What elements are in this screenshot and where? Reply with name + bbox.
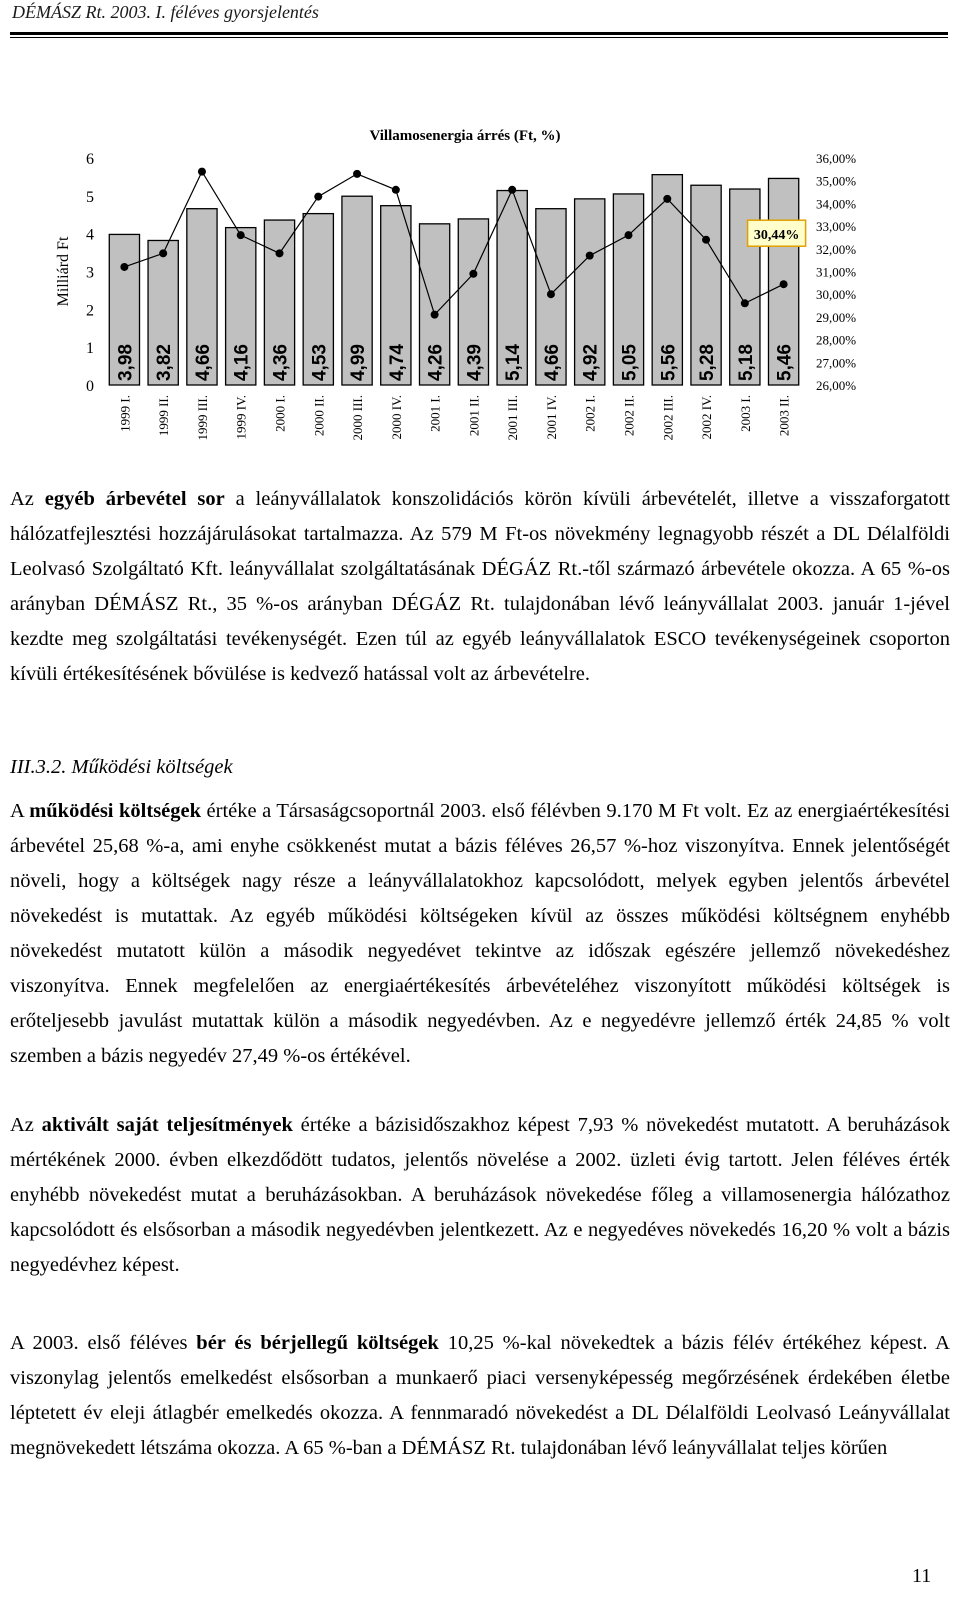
bold-term: működési költségek bbox=[29, 800, 202, 822]
line-point bbox=[120, 263, 128, 271]
y-axis-label: Milliárd Ft bbox=[55, 236, 72, 307]
header-divider bbox=[10, 32, 948, 38]
y2-tick-label: 26,00% bbox=[816, 378, 857, 393]
y-tick-label: 4 bbox=[86, 226, 94, 244]
text-run: 10,25 %-kal növekedtek a bázis félév értékéhez képest. A viszonylag jelentős emelkedést elsősorban a munkaerő piaci versenyképesség megőrzésének érdekében életbe léptetett év eleji átlagbér emelkedés okozza. A fennmaradó növekedést a DL Délalföldi Leolvasó Leányvállalat megnövekedett létszáma okozza. A 65 %-ban a DÉMÁSZ Rt. tulajdonában lévő leányvállalat teljes körűen bbox=[10, 1332, 950, 1459]
chart-title: Villamosenergia árrés (Ft, %) bbox=[369, 128, 561, 144]
bar-value-label: 5,14 bbox=[503, 344, 525, 381]
text-run: értéke a bázisidőszakhoz képest 7,93 % növekedést mutatott. A beruházások mértékének 2000. évben elkezdődött tudatos, jelentős növelése a 2002. üzleti évig tartott. Jelen féléves érték enyhébb növekedést mutat a beruházásokban. A beruházások növekedése főleg a villamosenergia hálózathoz kapcsolódott és elsősorban a második negyedévben jelentkezett. Az e negyedéves növekedés 16,20 % volt a bázis negyedévhez képest. bbox=[10, 1114, 951, 1276]
x-tick-label: 2002 IV. bbox=[699, 395, 715, 440]
x-tick-label: 2000 II. bbox=[311, 395, 327, 437]
y-tick-label: 5 bbox=[86, 188, 94, 206]
bar-value-label: 4,99 bbox=[348, 344, 370, 381]
paragraph-wage-costs bbox=[10, 1326, 950, 1466]
bar-value-label: 4,53 bbox=[309, 344, 331, 381]
x-tick-label: 1999 III. bbox=[194, 395, 210, 441]
page-number: 11 bbox=[912, 1565, 932, 1587]
x-tick-label: 2001 III. bbox=[505, 395, 521, 441]
y2-tick-label: 34,00% bbox=[816, 196, 857, 212]
margin-chart bbox=[0, 120, 960, 470]
x-tick-label: 2001 I. bbox=[427, 395, 443, 432]
text-run: értéke a Társaságcsoportnál 2003. első félévben 9.170 M Ft volt. Ez az energiaértékesítési árbevétel 25,68 %-a, ami enyhe csökkenést mutat a bázis féléves 26,57 %-hoz viszonyítva. Ennek jelentőségét növeli, hogy a költségek nagy része a leányvállalatokhoz kapcsolódott, melyek egyben jelentős árbevétel növekedést is mutattak. Az egyéb működési költségeken kívül az összes működési költségnem enyhébb növekedést mutatott külön a második negyedévet tekintve az időszak egészére jellemző növekedéshez viszonyítva. Ennek megfelelően az energiaértékesítés árbevételéhez viszonyított működési költségek is erőteljesebb javulást mutattak külön a második negyedévben. Az e negyedévre jellemző érték 24,85 % volt szemben a bázis negyedév 27,49 %-os értékével. bbox=[10, 800, 950, 1067]
bar-value-label: 5,28 bbox=[697, 344, 719, 381]
bar-value-label: 5,46 bbox=[774, 344, 796, 381]
margin-line bbox=[124, 172, 783, 315]
bold-term: bér és bérjellegű költségek bbox=[196, 1332, 439, 1354]
y2-tick-label: 32,00% bbox=[816, 241, 857, 257]
y2-tick-label: 28,00% bbox=[816, 332, 857, 348]
y2-tick-label: 30,00% bbox=[816, 287, 857, 303]
line-point bbox=[469, 270, 477, 278]
bar-value-label: 5,56 bbox=[658, 344, 680, 381]
y2-tick-label: 36,00% bbox=[816, 151, 857, 166]
paragraph-other-revenue bbox=[10, 482, 950, 692]
bar-value-label: 3,82 bbox=[154, 344, 176, 381]
bar-value-label: 5,05 bbox=[619, 344, 641, 381]
x-tick-label: 2003 II. bbox=[776, 395, 792, 437]
x-tick-label: 1999 II. bbox=[156, 395, 172, 437]
line-point bbox=[508, 186, 516, 194]
y-tick-label: 2 bbox=[86, 302, 94, 320]
bar-value-label: 4,66 bbox=[192, 344, 214, 381]
line-point bbox=[431, 311, 439, 319]
bold-term: egyéb árbevétel sor bbox=[44, 488, 225, 510]
line-point bbox=[276, 249, 284, 257]
report-header-title: DÉMÁSZ Rt. 2003. I. féléves gyorsjelentés bbox=[12, 2, 319, 22]
line-point bbox=[741, 299, 749, 307]
line-point bbox=[586, 252, 594, 260]
line-point bbox=[702, 236, 710, 244]
text-run: Az bbox=[10, 1114, 42, 1136]
text-run: A bbox=[10, 800, 30, 822]
y2-tick-label: 31,00% bbox=[816, 264, 857, 280]
bar-value-label: 4,16 bbox=[231, 344, 253, 381]
text-run: A 2003. első féléves bbox=[10, 1332, 197, 1354]
annotation-label: 30,44% bbox=[753, 228, 800, 244]
x-tick-label: 2002 III. bbox=[660, 395, 676, 441]
section-heading: III.3.2. Működési költségek bbox=[10, 756, 233, 778]
bar-value-label: 4,36 bbox=[270, 344, 292, 381]
text-run: a leányvállalatok konszolidációs körön kívüli árbevételét, illetve a visszaforgatott hálózatfejlesztési hozzájárulásokat tartalmazza. Az 579 M Ft-os növekmény legnagyobb részét a DL Délalföldi Leolvasó Szolgáltató Kft. leányvállalat szolgáltatásának DÉGÁZ Rt.-től származó árbevétele okozza. A 65 %-os arányban DÉMÁSZ Rt., 35 %-os arányban DÉGÁZ Rt. tulajdonában lévő leányvállalat 2003. január 1-jével kezdte meg szolgáltatási tevékenységét. Ezen túl az egyéb leányvállalatok ESCO tevékenységeinek csoporton kívüli értékesítésének bővülése is kedvező hatással volt az árbevételre. bbox=[10, 488, 950, 685]
bar-value-label: 5,18 bbox=[735, 344, 757, 381]
paragraph-operating-costs bbox=[10, 794, 950, 1074]
y2-tick-label: 33,00% bbox=[816, 219, 857, 235]
line-point bbox=[159, 249, 167, 257]
line-point bbox=[547, 290, 555, 298]
bar-value-label: 4,26 bbox=[425, 344, 447, 381]
x-tick-label: 2000 IV. bbox=[388, 395, 404, 440]
line-point bbox=[625, 231, 633, 239]
line-point bbox=[314, 193, 322, 201]
y-tick-label: 0 bbox=[86, 378, 94, 395]
line-point bbox=[392, 186, 400, 194]
bar-value-label: 4,66 bbox=[541, 344, 563, 381]
x-tick-label: 2000 I. bbox=[272, 395, 288, 432]
line-point bbox=[353, 170, 361, 178]
bar-value-label: 4,74 bbox=[386, 344, 408, 381]
x-tick-label: 2002 I. bbox=[582, 395, 598, 432]
line-point bbox=[198, 168, 206, 176]
bar-value-label: 4,39 bbox=[464, 344, 486, 381]
y2-tick-label: 29,00% bbox=[816, 309, 857, 325]
x-tick-label: 2001 IV. bbox=[543, 395, 559, 440]
paragraph-capitalized-work bbox=[10, 1108, 950, 1283]
line-point bbox=[780, 280, 788, 288]
text-run: Az bbox=[10, 488, 45, 510]
bar-value-label: 3,98 bbox=[115, 344, 137, 381]
y-tick-label: 1 bbox=[86, 340, 94, 358]
bold-term: aktivált saját teljesítmények bbox=[41, 1114, 293, 1136]
line-point bbox=[237, 231, 245, 239]
x-tick-label: 1999 I. bbox=[117, 395, 133, 432]
bar-value-label: 4,92 bbox=[580, 344, 602, 381]
x-tick-label: 1999 IV. bbox=[233, 395, 249, 440]
x-tick-label: 2003 I. bbox=[737, 395, 753, 432]
y2-tick-label: 27,00% bbox=[816, 355, 857, 371]
x-tick-label: 2002 II. bbox=[621, 395, 637, 437]
chart-svg bbox=[0, 120, 960, 470]
line-point bbox=[663, 195, 671, 203]
y-tick-label: 6 bbox=[86, 151, 94, 168]
x-tick-label: 2001 II. bbox=[466, 395, 482, 437]
x-tick-label: 2000 III. bbox=[350, 395, 366, 441]
y-tick-label: 3 bbox=[86, 264, 94, 282]
y2-tick-label: 35,00% bbox=[816, 173, 857, 189]
